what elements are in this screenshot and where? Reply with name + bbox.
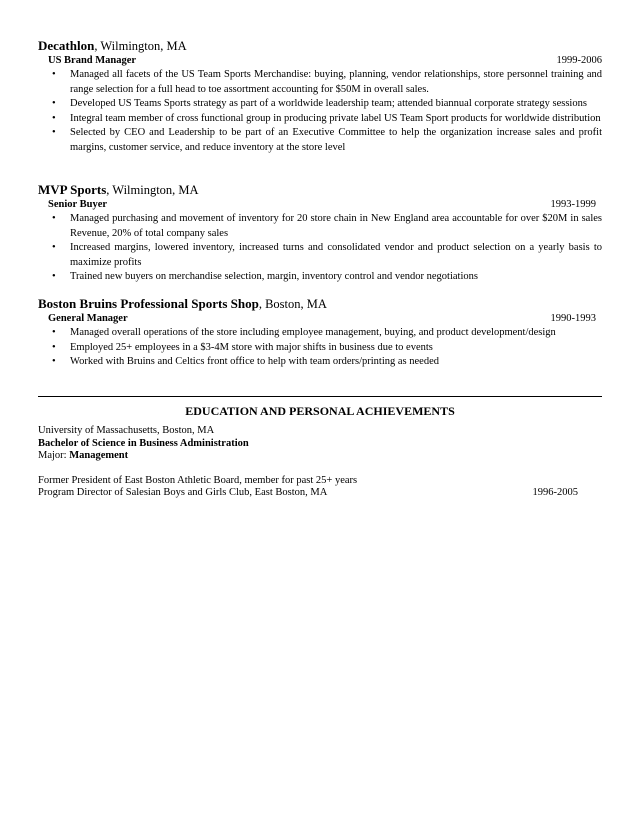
degree: Bachelor of Science in Business Administration (38, 437, 249, 449)
school-name: University of Massachusetts, Boston, MA (38, 425, 215, 436)
achievement-text: Program Director of Salesian Boys and Girls Club, East Boston, MA (38, 487, 328, 498)
bullet-item: • Developed US Teams Sports strategy as part of a worldwide leadership team; attended biannual corporate strategy sessions (38, 97, 602, 112)
job-boston-bruins (38, 296, 602, 370)
company-location: , Wilmington, MA (94, 39, 187, 53)
major-label: Major: (38, 450, 70, 461)
job-mvp-sports (38, 182, 602, 285)
company-name: Decathlon (38, 38, 95, 53)
major-value: Management (69, 450, 129, 461)
bullet-item: • Managed all facets of the US Team Sports Merchandise: buying, planning, vendor relationships, store personnel training and range selection for a full head to toe assortment accounting for $50M in overall sales. (52, 69, 602, 95)
achievement-item: Former President of East Boston Athletic Board, member for past 25+ years (38, 474, 358, 486)
bullet-list (38, 326, 602, 370)
bullet-icon: • (52, 356, 56, 367)
job-title: Senior Buyer (48, 199, 108, 210)
company-name: MVP Sports (38, 182, 107, 197)
bullet-icon: • (52, 69, 56, 80)
company-line (38, 296, 602, 312)
bullet-icon: • (52, 98, 56, 109)
company-name: Boston Bruins Professional Sports Shop (38, 296, 259, 311)
company-line (38, 38, 602, 54)
company-location: , Boston, MA (258, 297, 327, 311)
bullet-item: • Trained new buyers on merchandise selection, margin, inventory control and vendor negotiations (38, 270, 602, 285)
company-location: , Wilmington, MA (106, 183, 199, 197)
section-divider (38, 396, 602, 397)
bullet-icon: • (52, 127, 56, 138)
job-dates: 1990-1993 (550, 313, 596, 324)
bullet-icon: • (52, 271, 56, 282)
job-title: US Brand Manager (48, 55, 137, 66)
job-title-row (48, 198, 596, 212)
job-title-row (48, 54, 602, 68)
job-title: General Manager (48, 313, 128, 324)
bullet-list (38, 212, 602, 285)
achievement-item (38, 487, 578, 500)
job-dates: 1999-2006 (556, 55, 602, 66)
achievement-dates: 1996-2005 (532, 487, 578, 498)
bullet-item: • Integral team member of cross functional group in producing private label US Team Sport products for worldwide distribution (38, 112, 602, 127)
job-dates: 1993-1999 (550, 199, 596, 210)
bullet-item: • Employed 25+ employees in a $3-4M store with major shifts in business due to events (38, 341, 602, 356)
bullet-item: • Managed purchasing and movement of inventory for 20 store chain in New England area accountable for over $20M in sales Revenue, 20% of total company sales (52, 213, 602, 239)
bullet-icon: • (52, 341, 56, 353)
bullet-icon: • (52, 213, 56, 224)
bullet-item: • Worked with Bruins and Celtics front office to help with team orders/printing as needed (38, 355, 602, 370)
bullet-icon: • (52, 112, 56, 124)
bullet-item: • Managed overall operations of the store including employee management, buying, and product development/design (38, 326, 602, 341)
bullet-item: • Selected by CEO and Leadership to be part of an Executive Committee to help the organization increase sales and profit margins, customer service, and reduce inventory at the store level (52, 127, 602, 153)
job-title-row (48, 312, 596, 326)
bullet-list (38, 68, 602, 155)
spacer (38, 463, 578, 475)
bullet-icon: • (52, 242, 56, 253)
job-decathlon (38, 38, 602, 155)
bullet-icon: • (52, 327, 56, 338)
education-section (38, 425, 578, 500)
company-line (38, 182, 602, 198)
bullet-item: • Increased margins, lowered inventory, increased turns and consolidated vendor and product selection on a yearly basis to maximize profits (52, 242, 602, 268)
major-line (38, 450, 578, 463)
education-heading: EDUCATION AND PERSONAL ACHIEVEMENTS (185, 404, 455, 418)
